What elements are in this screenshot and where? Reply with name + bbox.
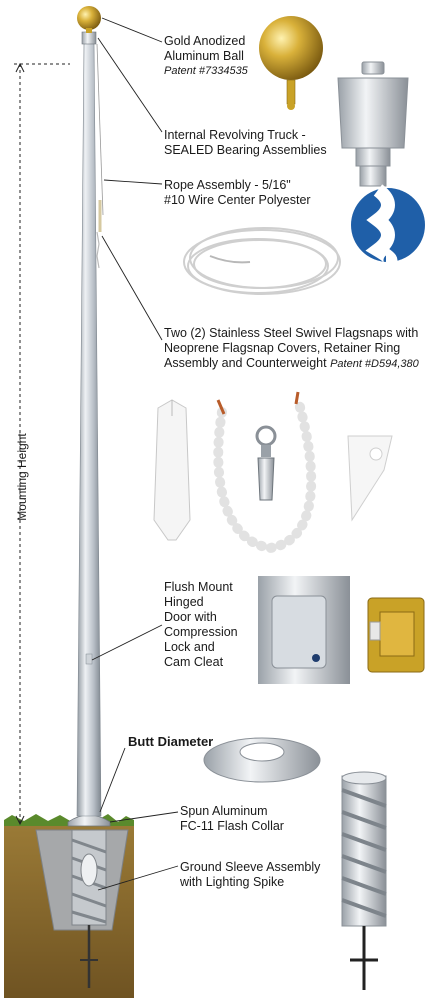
door-on-pole [86, 654, 92, 664]
chain-clips [218, 392, 298, 414]
snap-hook [258, 458, 274, 500]
door-detail [258, 576, 350, 684]
retainer-plate [348, 436, 392, 520]
door-lock [312, 654, 320, 662]
label-rope [164, 178, 311, 208]
label-door-line3: Door with [164, 610, 217, 624]
ground-sleeve-detail [342, 772, 386, 990]
label-rope-line2: #10 Wire Center Polyester [164, 193, 311, 207]
gold-ball-detail [259, 16, 323, 110]
cleat-roller [370, 622, 380, 640]
truck-cap [362, 62, 384, 74]
label-gold-ball-patent: Patent #7334535 [164, 65, 248, 77]
label-flash-collar-line1: Spun Aluminum [180, 804, 268, 818]
flagpole-shaft [77, 42, 101, 816]
label-flagsnaps [164, 326, 419, 372]
cam-cleat [368, 598, 424, 672]
label-butt-diameter: Butt Diameter [128, 734, 214, 749]
leader-rope [104, 180, 162, 184]
halyard-line [97, 44, 103, 215]
leader-collar [110, 812, 178, 822]
flagsnap-cover [154, 400, 190, 540]
label-gold-ball-line2: Aluminum Ball [164, 49, 244, 63]
label-truck [164, 128, 327, 158]
truck-base [360, 166, 386, 186]
label-flagsnaps-line3 [164, 356, 419, 372]
flash-collar-detail [204, 738, 320, 782]
leader-door [92, 625, 162, 660]
leader-butt [100, 748, 125, 812]
label-gold-ball-line1: Gold Anodized [164, 34, 246, 48]
label-ground-sleeve-line1: Ground Sleeve Assembly [180, 860, 321, 874]
truck-on-pole [82, 32, 96, 44]
leader-ball [102, 18, 162, 42]
counterweight-chain [218, 392, 311, 548]
label-truck-line2: SEALED Bearing Assemblies [164, 143, 327, 157]
truck-neck [356, 148, 390, 166]
gold-ball-spindle [287, 80, 295, 104]
label-flagsnaps-line2: Neoprene Flagsnap Covers, Retainer Ring [164, 341, 401, 355]
rope-coil [184, 228, 340, 294]
retainer-hole [370, 448, 382, 460]
label-flagsnaps-line3-text: Assembly and Counterweight [164, 356, 327, 370]
rope-braid [378, 190, 391, 262]
swivel-ring [257, 427, 275, 445]
label-flash-collar [180, 804, 284, 834]
sleeve-tube-top [342, 772, 386, 784]
label-flash-collar-line2: FC-11 Flash Collar [180, 819, 284, 833]
label-door-line5: Lock and [164, 640, 215, 654]
label-door-line4: Compression [164, 625, 238, 639]
label-truck-line1: Internal Revolving Truck - [164, 128, 306, 142]
leader-snaps [102, 236, 162, 340]
swivel [261, 445, 271, 457]
label-mounting-height: Mounting Height [15, 433, 29, 521]
label-door-line6: Cam Cleat [164, 655, 224, 669]
truck-detail [338, 62, 408, 186]
ball-on-pole [77, 6, 101, 30]
ball-stem [86, 28, 92, 33]
truck-body [338, 78, 408, 148]
flash-collar-detail-hole [240, 743, 284, 761]
ground [4, 814, 134, 998]
retainer-chain [97, 232, 99, 268]
gold-ball-nut [287, 102, 295, 110]
rope-cross-section [351, 188, 425, 262]
label-ground-sleeve-line2: with Lighting Spike [180, 875, 285, 889]
gold-ball [259, 16, 323, 80]
leader-truck [98, 38, 162, 132]
label-door [164, 580, 238, 670]
label-ground-sleeve [180, 860, 320, 890]
cleat-cam [380, 612, 414, 656]
label-gold-ball [164, 34, 248, 79]
label-flagsnaps-patent: Patent #D594,380 [330, 358, 419, 370]
flagsnap-cover-body [154, 400, 190, 540]
label-door-line1: Flush Mount [164, 580, 233, 594]
sleeve-window [81, 854, 97, 886]
label-door-line2: Hinged [164, 595, 204, 609]
label-rope-line1: Rope Assembly - 5/16" [164, 178, 291, 192]
label-flagsnaps-line1: Two (2) Stainless Steel Swivel Flagsnaps with [164, 326, 419, 340]
